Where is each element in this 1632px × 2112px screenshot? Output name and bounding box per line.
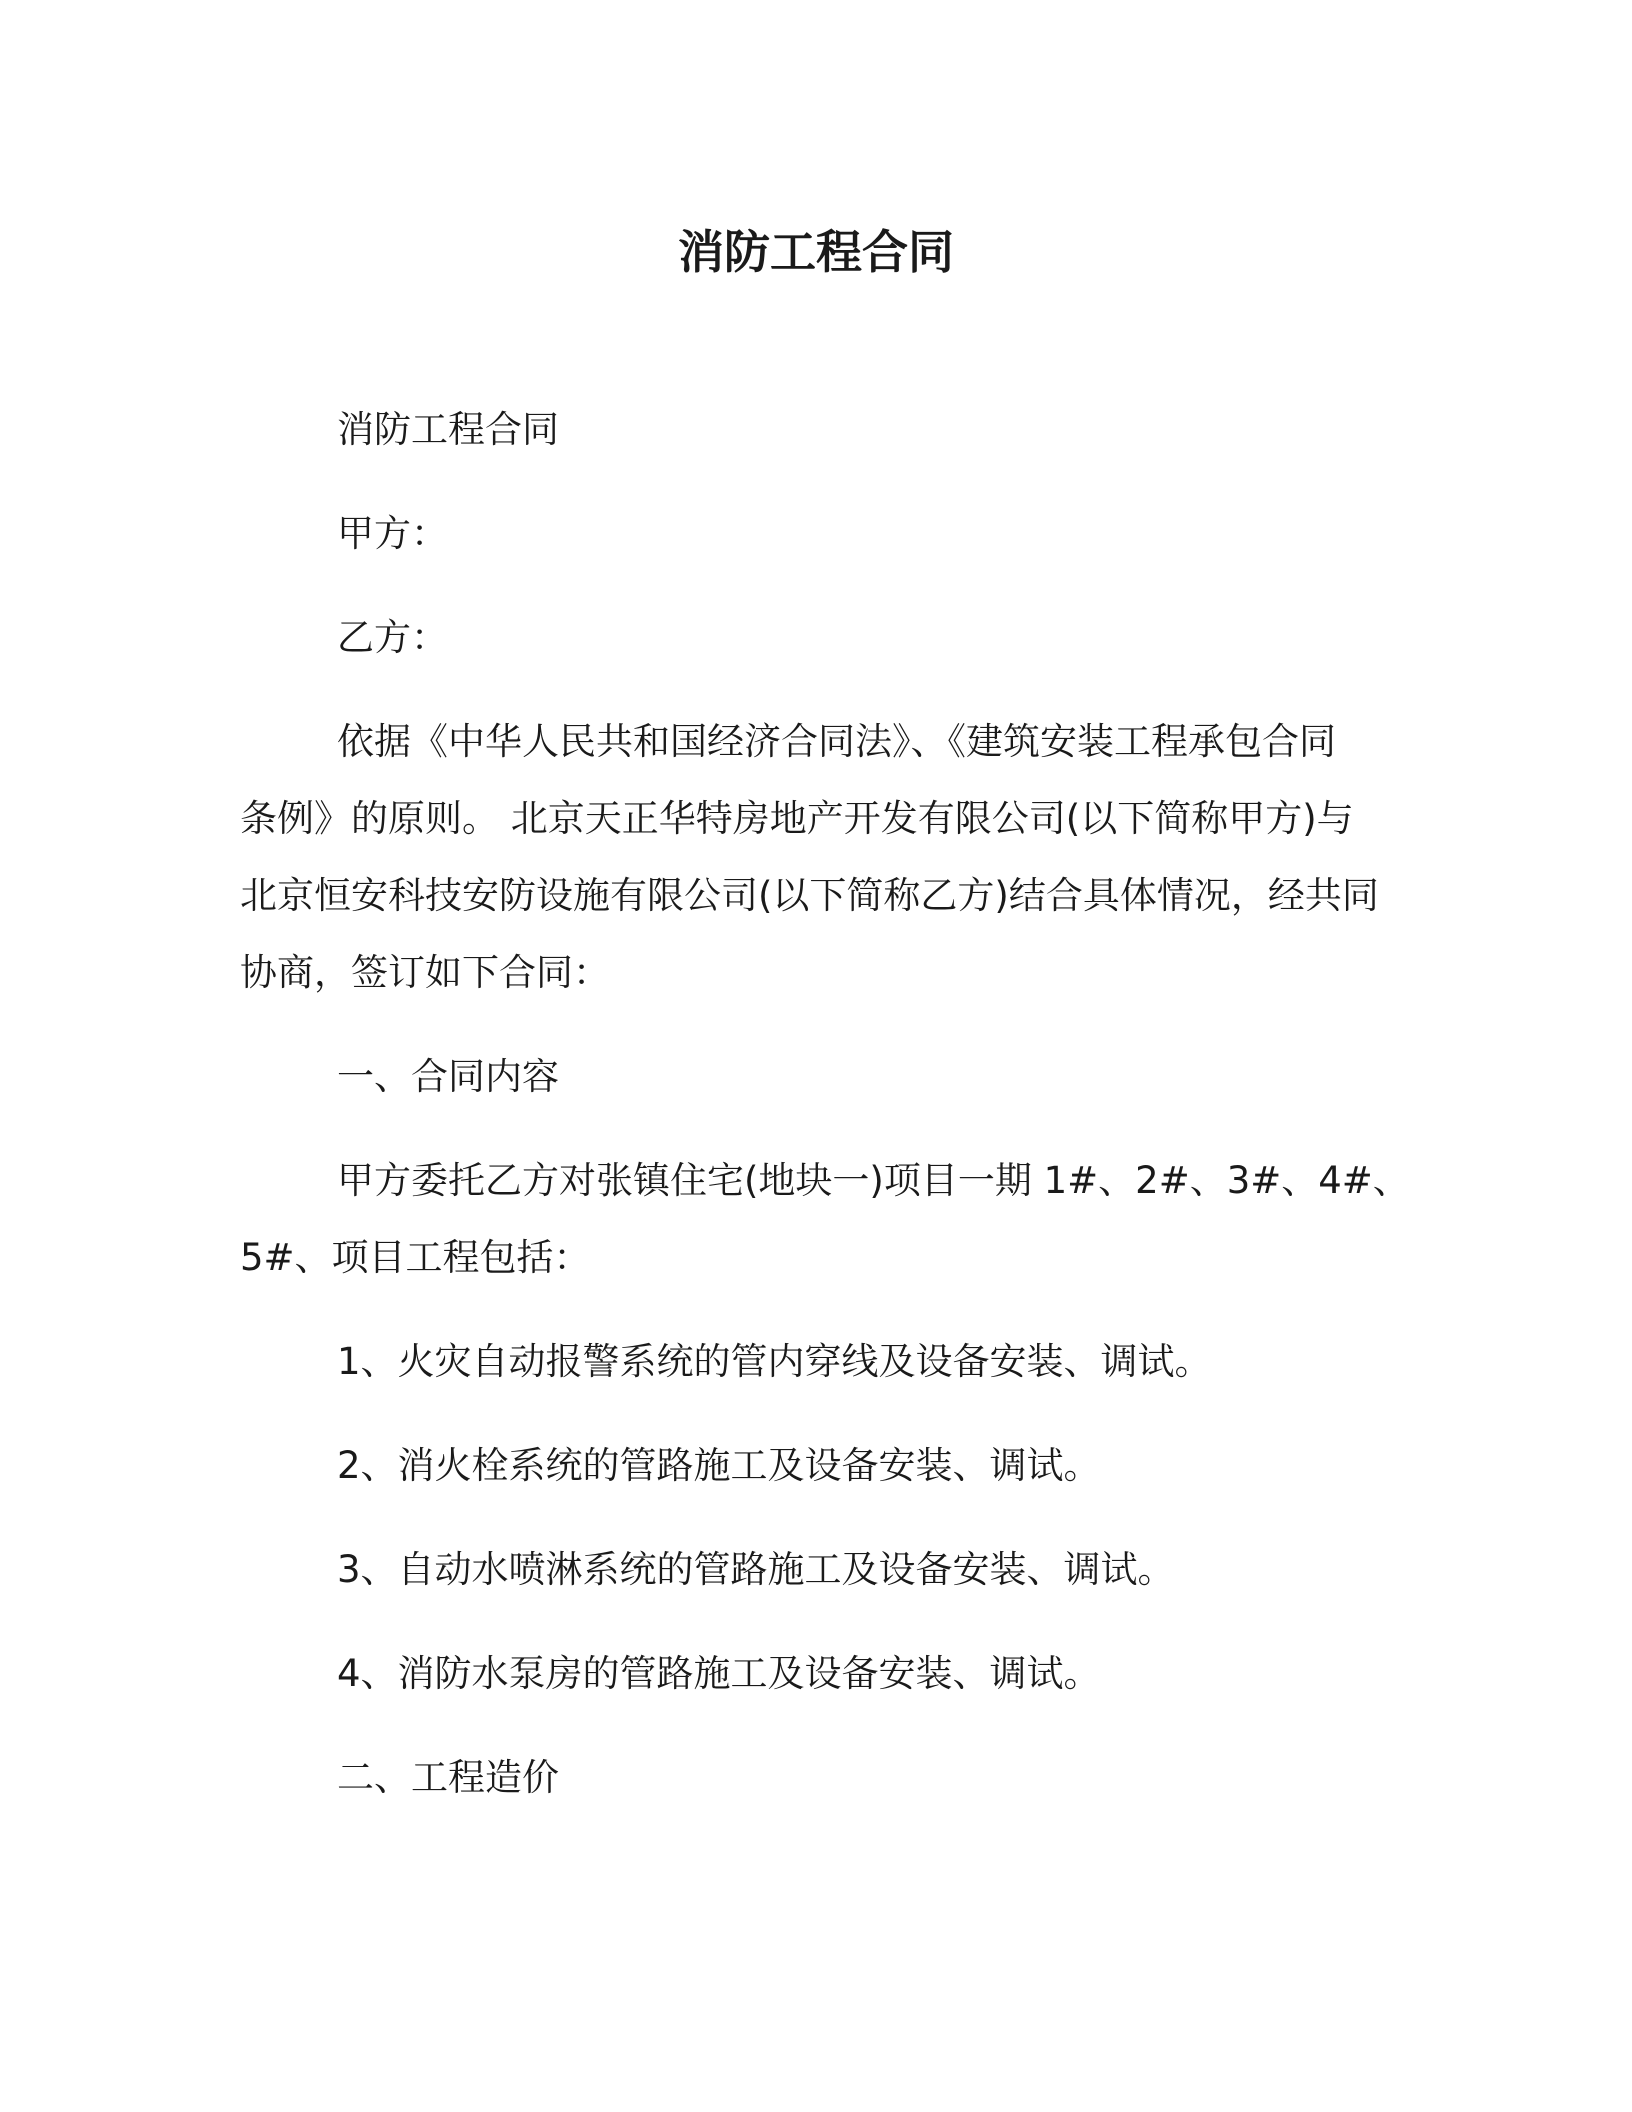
- intro-line: 协商，签订如下合同：: [240, 951, 610, 994]
- document-body: [240, 391, 1410, 1843]
- intro-line: 依据《中华人民共和国经济合同法》、《建筑安装工程承包合同: [337, 720, 1336, 763]
- scope-item: 3、自动水喷淋系统的管路施工及设备安装、调试。: [337, 1548, 1175, 1591]
- document-title: 消防工程合同: [678, 225, 954, 279]
- section-heading-contract-content: 一、合同内容: [337, 1055, 559, 1098]
- intro-line: 北京恒安科技安防设施有限公司(以下简称乙方)结合具体情况，经共同: [240, 874, 1379, 917]
- section-heading-project-cost: 二、工程造价: [337, 1756, 559, 1799]
- contract-subtitle: 消防工程合同: [337, 408, 559, 451]
- intro-line: 条例》的原则。 北京天正华特房地产开发有限公司(以下简称甲方)与: [240, 797, 1354, 840]
- scope-line: 5#、项目工程包括：: [240, 1236, 591, 1279]
- scope-item: 2、消火栓系统的管路施工及设备安装、调试。: [337, 1444, 1101, 1487]
- scope-item: 1、火灾自动报警系统的管内穿线及设备安装、调试。: [337, 1340, 1212, 1383]
- scope-paragraph: [240, 1142, 1410, 1296]
- intro-paragraph: [240, 703, 1390, 1011]
- scope-line: 甲方委托乙方对张镇住宅(地块一)项目一期 1#、2#、3#、4#、: [337, 1159, 1410, 1202]
- scope-item: 4、消防水泵房的管路施工及设备安装、调试。: [337, 1652, 1101, 1695]
- party-b-label: 乙方：: [337, 616, 448, 659]
- party-a-label: 甲方：: [337, 512, 448, 555]
